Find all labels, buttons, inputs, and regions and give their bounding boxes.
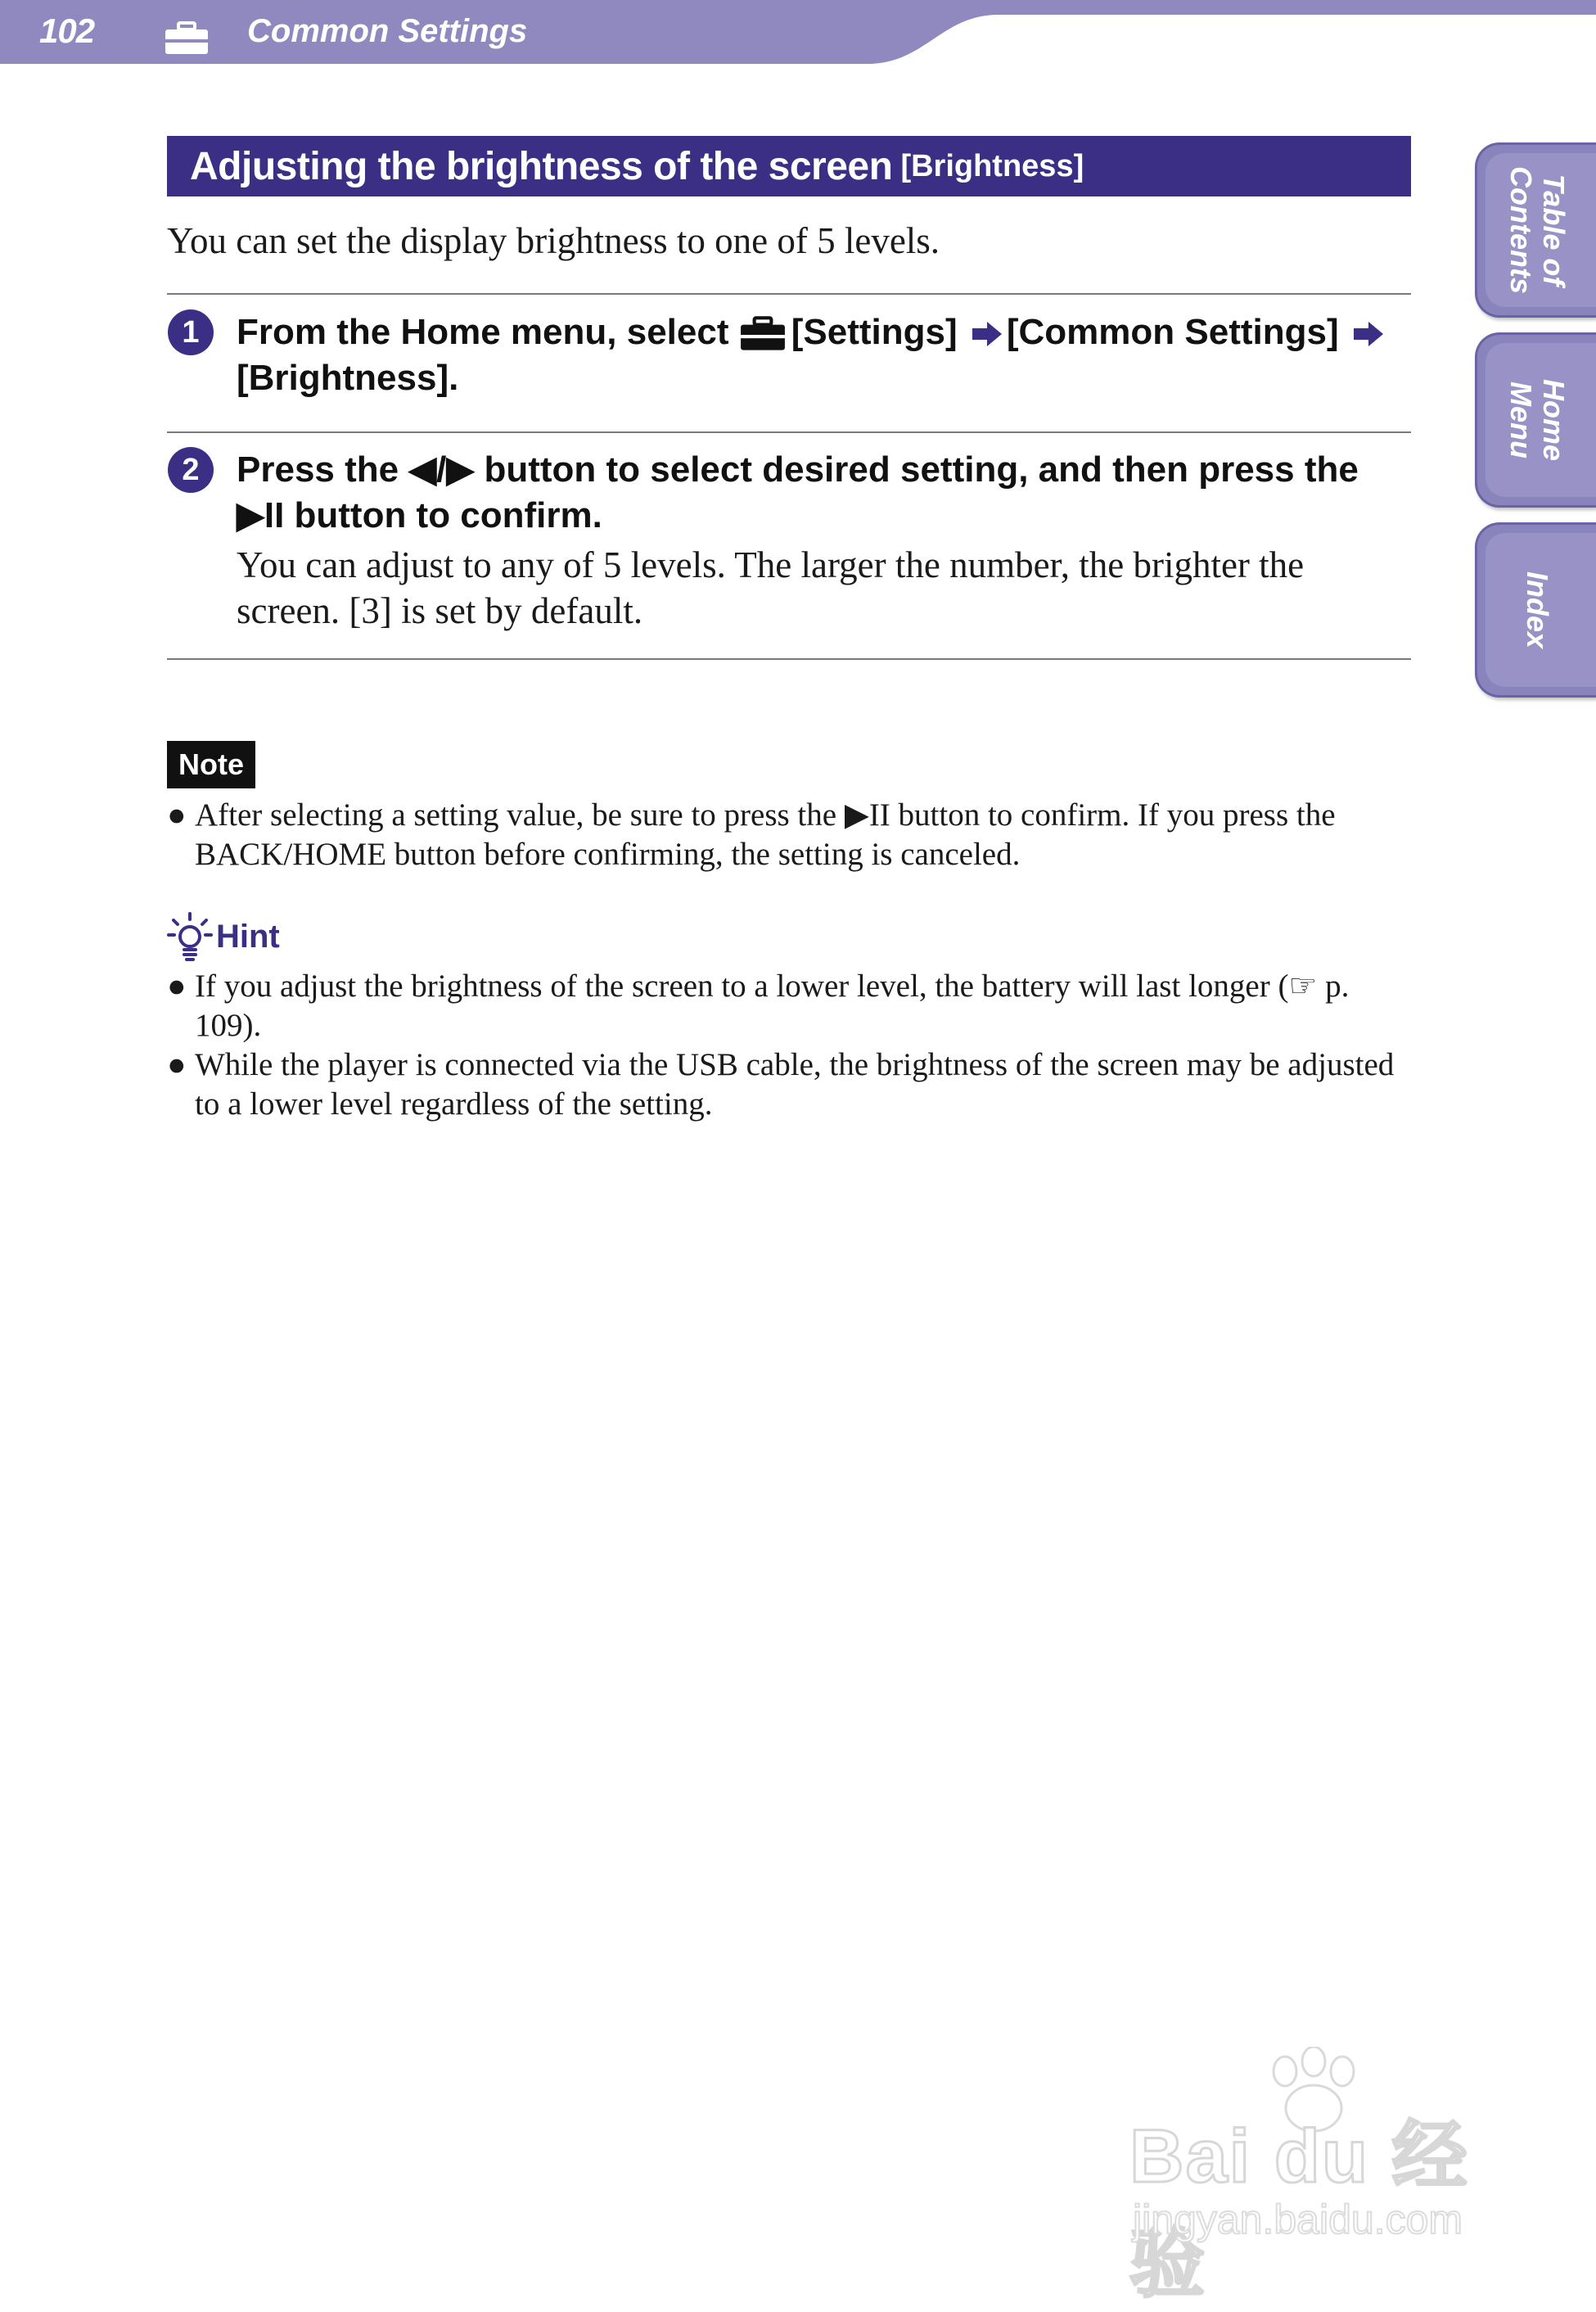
step-1-settings: [Settings] [791, 312, 958, 352]
note-item-text: After selecting a setting value, be sure to press the ▶II button to confirm. If you press the BACK/HOME button before confirming, the setting is canceled. [195, 797, 1336, 872]
note-badge: Note [167, 741, 255, 788]
step-1-instruction [237, 309, 1399, 401]
page-title-tag: [Brightness] [900, 148, 1084, 183]
divider [167, 658, 1411, 660]
toolbox-icon [164, 21, 210, 56]
section-title: Common Settings [247, 13, 528, 49]
bullet-icon: ● [167, 797, 187, 833]
tab-table-of-contents[interactable] [1475, 142, 1596, 318]
toolbox-icon [739, 316, 787, 352]
arrow-right-icon [971, 320, 1003, 348]
arrow-right-icon [1352, 320, 1385, 348]
divider [167, 293, 1411, 295]
bullet-icon: ● [167, 969, 187, 1004]
divider [167, 431, 1411, 433]
page-title-bar [167, 136, 1411, 196]
step-number-2: 2 [168, 447, 214, 493]
tab-home-menu[interactable] [1475, 332, 1596, 508]
step-1-brightness: [Brightness]. [237, 358, 459, 398]
page-number: 102 [39, 11, 95, 50]
watermark-url: jingyan.baidu.com [1133, 2197, 1463, 2242]
lightbulb-icon [167, 912, 213, 963]
step-1-text-a: From the Home menu, select [237, 312, 729, 352]
watermark-brand: Bai du 经验 [1129, 2115, 1469, 2306]
hint-item-text[interactable]: If you adjust the brightness of the screen to a lower level, the battery will last longer (☞ p. 109). [195, 969, 1350, 1043]
page-header-banner [0, 0, 1596, 65]
page-title: Adjusting the brightness of the screen [190, 144, 893, 188]
intro-text: You can set the display brightness to one of 5 levels. [167, 220, 940, 261]
hint-item-text: While the player is connected via the USB cable, the brightness of the screen may be adjusted to a lower level regardless of the setting. [195, 1047, 1395, 1122]
tab-label: Home Menu [1504, 378, 1571, 462]
tab-index[interactable] [1475, 522, 1596, 698]
baidu-watermark [1129, 2047, 1506, 2306]
hint-heading: Hint [216, 919, 280, 955]
step-2-instruction [237, 447, 1399, 539]
step-number-1: 1 [168, 309, 214, 355]
bullet-icon: ● [167, 1047, 187, 1082]
step-2-text-a: Press the ◀/▶ button to select desired setting, and then press the [237, 449, 1359, 490]
step-1-common-settings: [Common Settings] [1006, 312, 1339, 352]
tab-label: Index [1520, 571, 1554, 649]
tab-label: Table of Contents [1504, 166, 1571, 294]
step-2-text-b: ▶II button to confirm. [237, 495, 602, 535]
step-2-description: You can adjust to any of 5 levels. The larger the number, the brighter the screen. [3] is set by default. [237, 544, 1305, 631]
